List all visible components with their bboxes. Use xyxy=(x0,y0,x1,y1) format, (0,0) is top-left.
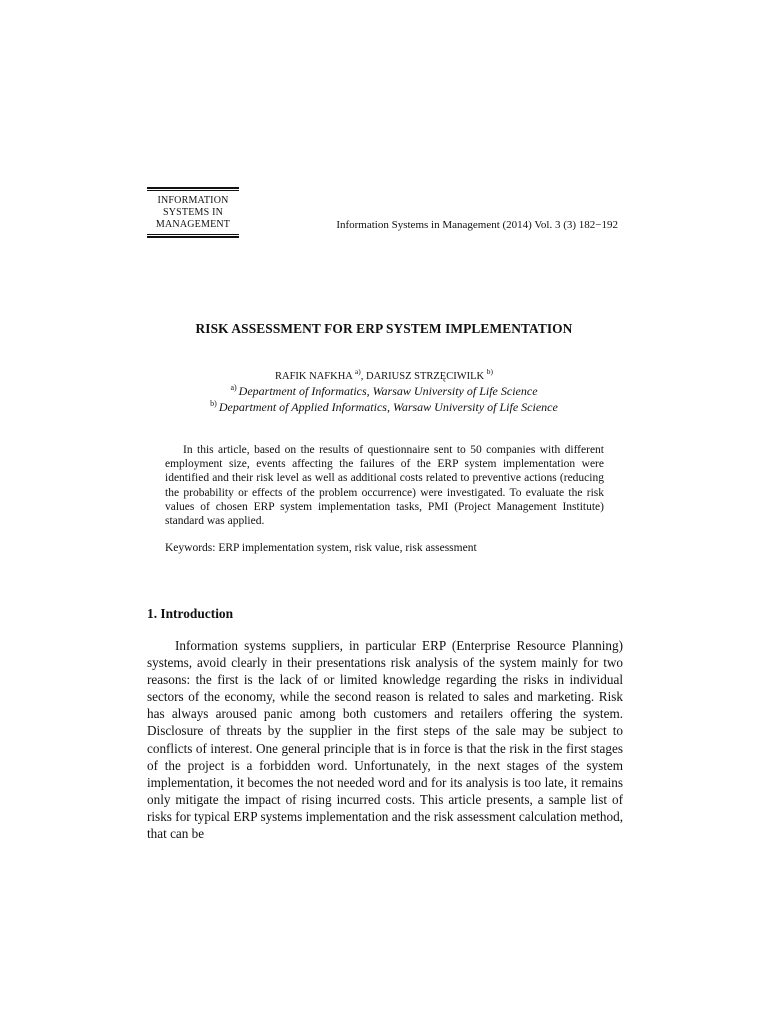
author-name: RAFIK NAFKHA xyxy=(274,371,353,382)
author-separator: , xyxy=(360,371,366,382)
logo-line: SYSTEMS IN xyxy=(162,207,224,218)
affiliation-mark: b) xyxy=(486,367,493,376)
logo-line: MANAGEMENT xyxy=(155,219,231,230)
logo-bottom-rule xyxy=(147,236,239,238)
affiliation-mark: b) xyxy=(210,399,217,408)
affiliation-a xyxy=(147,383,621,399)
logo-bottom-rule-thin xyxy=(147,234,239,235)
affiliation-b xyxy=(147,399,621,415)
affiliation-mark: a) xyxy=(230,383,237,392)
journal-logo xyxy=(147,187,239,238)
abstract-text: In this article, based on the results of questionnaire sent to 50 companies with different employment size, events affecting the failures of the ERP system implementation were identified and their risk level as well as additional costs related to preventive actions (reducing the probability or effects of the problem occurrence) were investigated. To evaluate the risk values of chosen ERP system implementation tasks, PMI (Project Management Institute) standard was applied. xyxy=(165,444,604,528)
abstract xyxy=(165,443,604,528)
affiliation-text: Department of Informatics, Warsaw University of Life Science xyxy=(238,384,538,398)
logo-text xyxy=(147,191,239,234)
keywords: Keywords: ERP implementation system, risk value, risk assessment xyxy=(165,542,477,554)
logo-line: INFORMATION xyxy=(157,195,229,206)
journal-citation: Information Systems in Management (2014) Vol. 3 (3) 182−192 xyxy=(336,219,618,231)
body-paragraph: Information systems suppliers, in particular ERP (Enterprise Resource Planning) systems, avoid clearly in their presentations risk analysis of the system mainly for two reasons: the first is the lack of or limited knowledge regarding the risks in individual sectors of the economy, while the second reason is related to sales and marketing. Risk has always aroused panic among both customers and retailers offering the system. Disclosure of threats by the supplier in the first steps of the sale may be subject to conflicts of interest. One general principle that is in force is that the risk in the first stages of the project is a forbidden word. Unfortunately, in the next stages of the system implementation, it becomes the not needed word and for its analysis is too late, it remains only mitigate the impact of rising incurred costs. This article presents, a sample list of risks for typical ERP systems implementation and the risk assessment calculation method, that can be xyxy=(147,638,623,842)
affiliation-text: Department of Applied Informatics, Warsaw University of Life Science xyxy=(218,400,558,414)
body-text xyxy=(147,637,623,842)
logo-top-rule xyxy=(147,187,239,189)
author-line xyxy=(147,367,621,382)
affiliation-mark: a) xyxy=(354,367,361,376)
author-name: DARIUSZ STRZĘCIWILK xyxy=(366,371,485,382)
section-heading: 1. Introduction xyxy=(147,606,234,621)
paper-title: RISK ASSESSMENT FOR ERP SYSTEM IMPLEMENTATION xyxy=(195,321,573,336)
